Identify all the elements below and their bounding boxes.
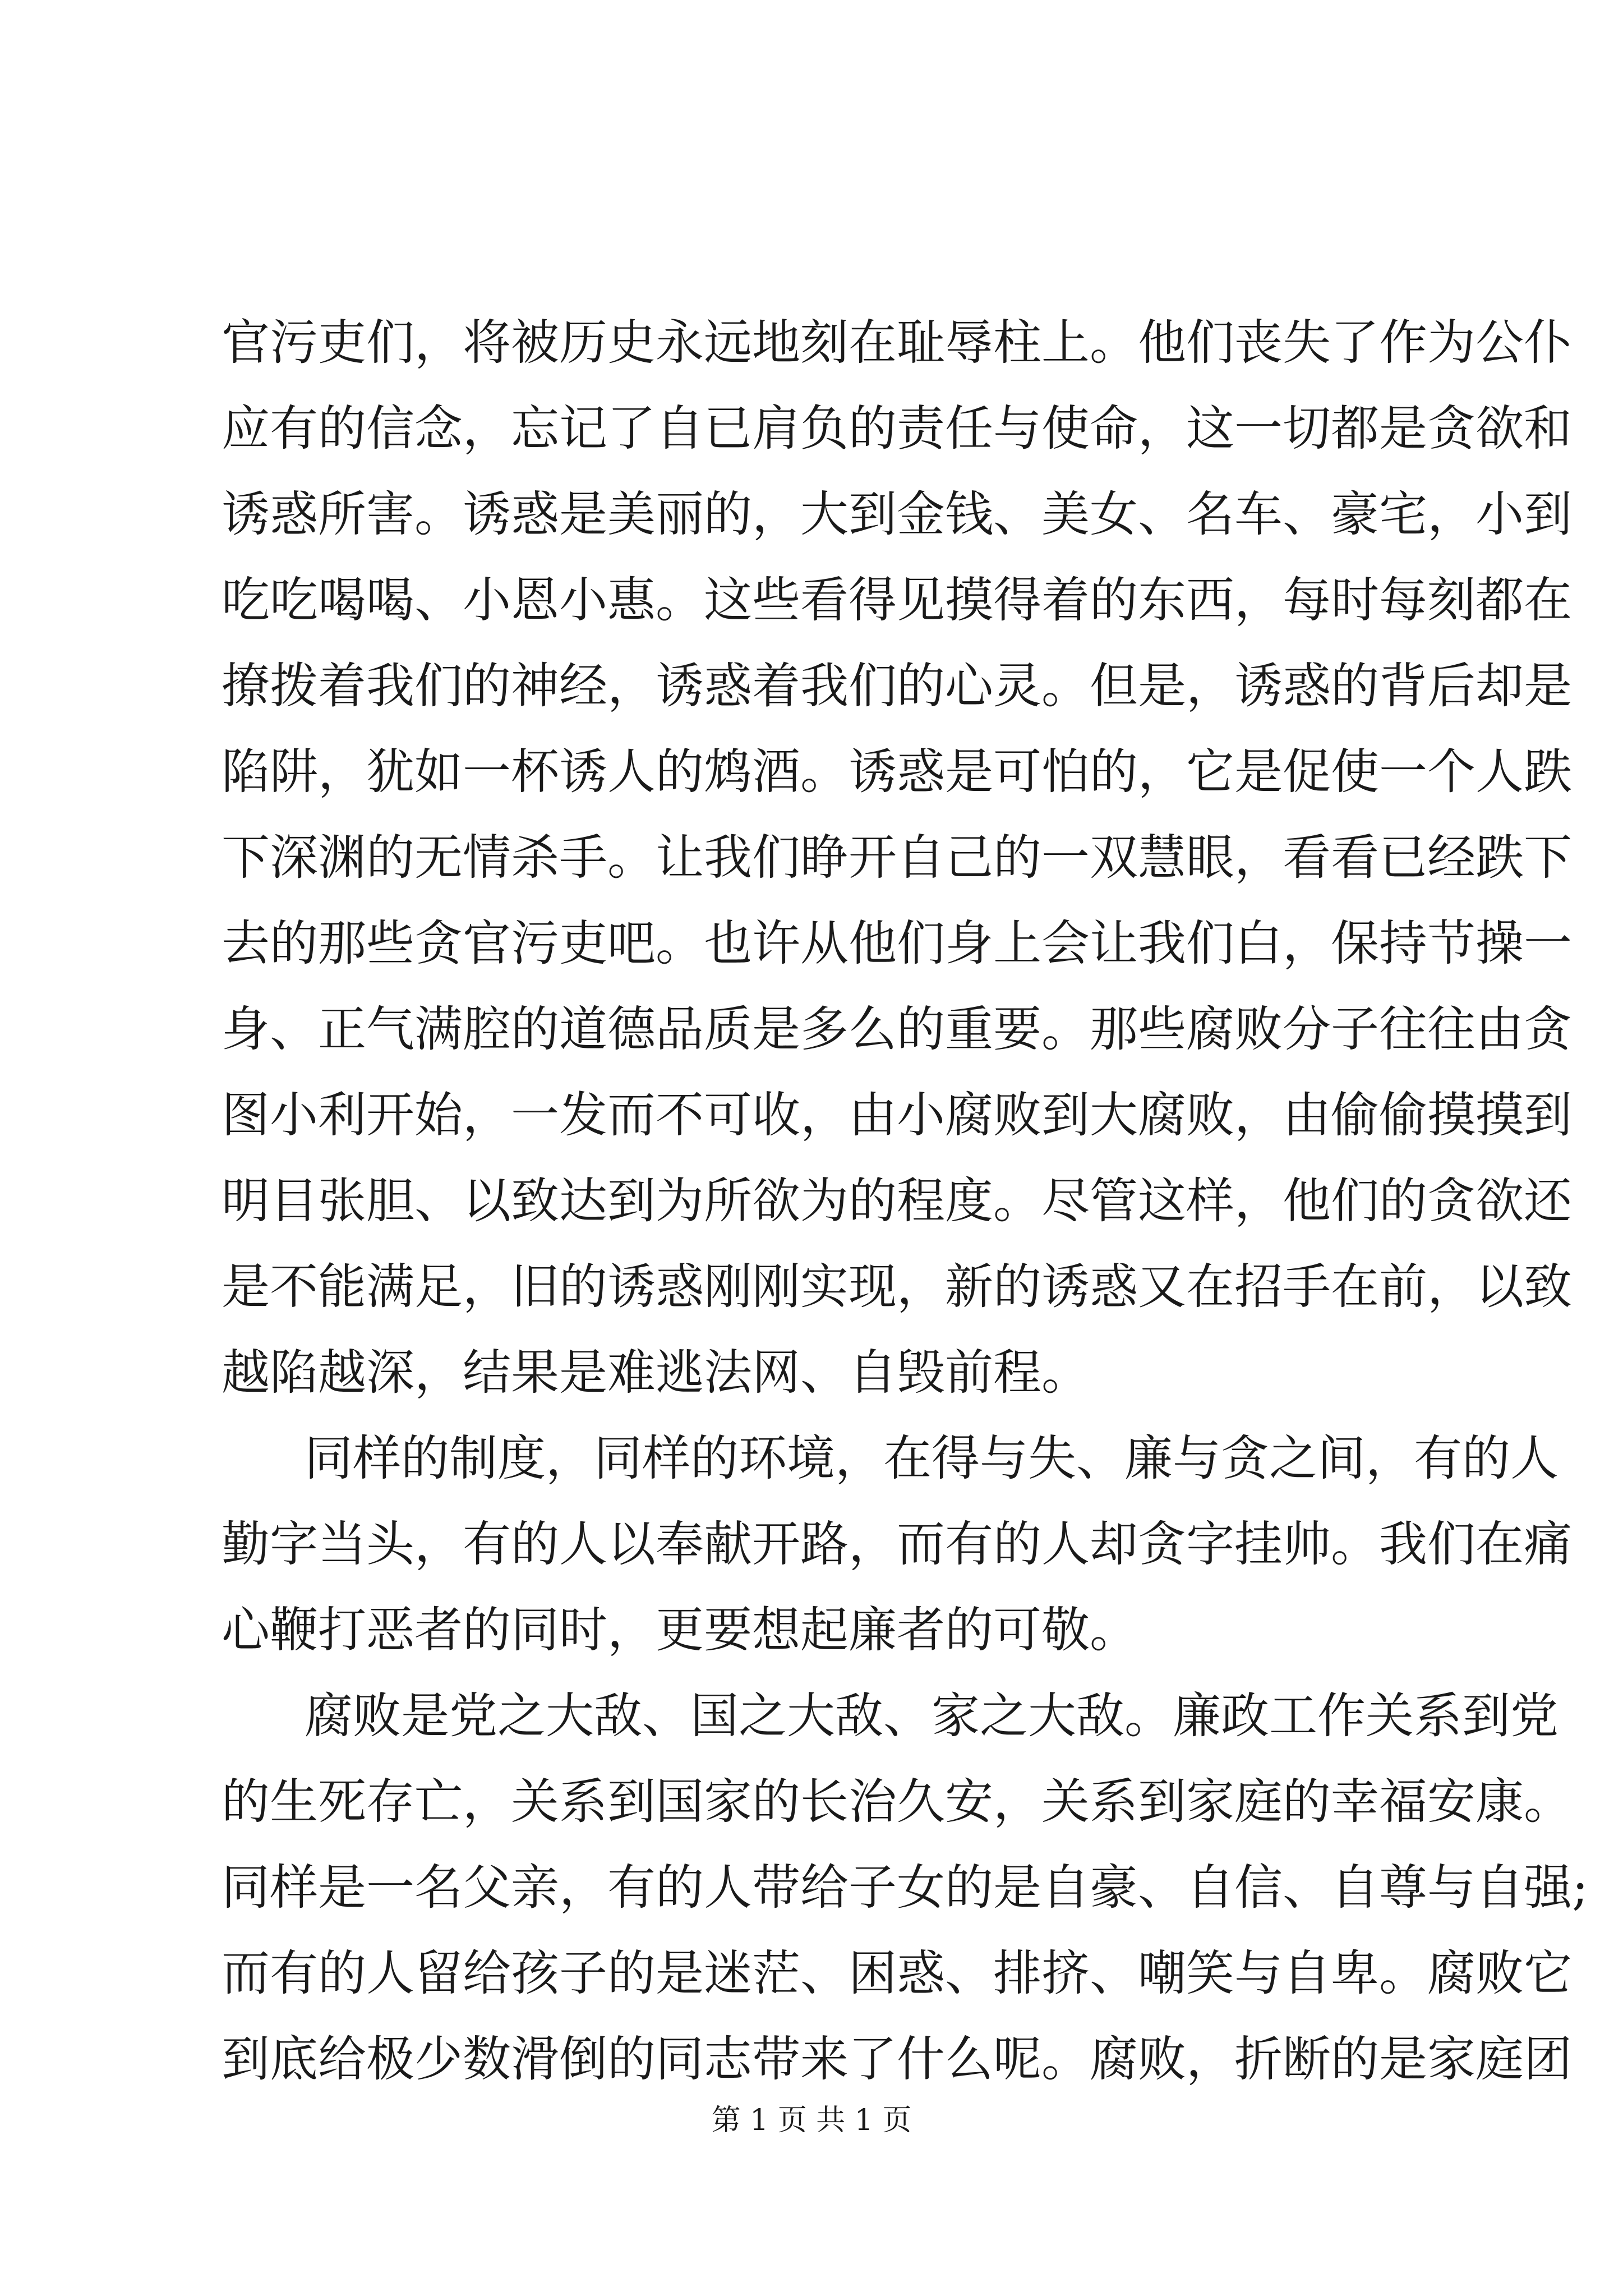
text-line: 到底给极少数滑倒的同志带来了什么呢。腐败，折断的是家庭团 (222, 2031, 1572, 2087)
text-line: 诱惑所害。诱惑是美丽的，大到金钱、美女、名车、豪宅，小到 (222, 486, 1572, 542)
text-line: 吃吃喝喝、小恩小惠。这些看得见摸得着的东西，每时每刻都在 (222, 572, 1572, 628)
text-line: 同样是一名父亲，有的人带给子女的是自豪、自信、自尊与自强; (222, 1860, 1588, 1916)
text-line: 明目张胆、以致达到为所欲为的程度。尽管这样，他们的贪欲还 (222, 1173, 1572, 1229)
text-line: 图小利开始，一发而不可收，由小腐败到大腐败，由偷偷摸摸到 (222, 1087, 1572, 1143)
text-line: 的生死存亡，关系到国家的长治久安，关系到家庭的幸福安康。 (222, 1774, 1572, 1830)
text-line: 是不能满足，旧的诱惑刚刚实现，新的诱惑又在招手在前，以致 (222, 1259, 1572, 1315)
text-line: 而有的人留给孩子的是迷茫、困惑、排挤、嘲笑与自卑。腐败它 (222, 1945, 1572, 2001)
paragraph-start-line: 腐败是党之大敌、国之大敌、家之大敌。廉政工作关系到党 (305, 1688, 1559, 1744)
text-line: 陷阱，犹如一杯诱人的鸩酒。诱惑是可怕的，它是促使一个人跌 (222, 744, 1572, 800)
paragraph-start-line: 同样的制度，同样的环境，在得与失、廉与贪之间，有的人 (305, 1430, 1559, 1487)
text-line: 官污吏们，将被历史永远地刻在耻辱柱上。他们丧失了作为公仆 (222, 315, 1572, 371)
text-line: 应有的信念，忘记了自已肩负的责任与使命，这一切都是贪欲和 (222, 401, 1572, 457)
text-line: 越陷越深，结果是难逃法网、自毁前程。 (222, 1345, 1090, 1401)
text-line: 勤字当头，有的人以奉献开路，而有的人却贪字挂帅。我们在痛 (222, 1516, 1572, 1572)
text-line: 去的那些贪官污吏吧。也许从他们身上会让我们白，保持节操一 (222, 915, 1572, 972)
text-line: 身、正气满腔的道德品质是多么的重要。那些腐败分子往往由贪 (222, 1001, 1572, 1057)
page-footer: 第 1 页 共 1 页 (711, 2104, 912, 2137)
text-line: 撩拨着我们的神经，诱惑着我们的心灵。但是，诱惑的背后却是 (222, 658, 1572, 714)
document-body (222, 300, 1588, 2102)
text-line: 下深渊的无情杀手。让我们睁开自己的一双慧眼，看看已经跌下 (222, 830, 1572, 886)
text-line: 心鞭打恶者的同时，更要想起廉者的可敬。 (222, 1602, 1138, 1658)
